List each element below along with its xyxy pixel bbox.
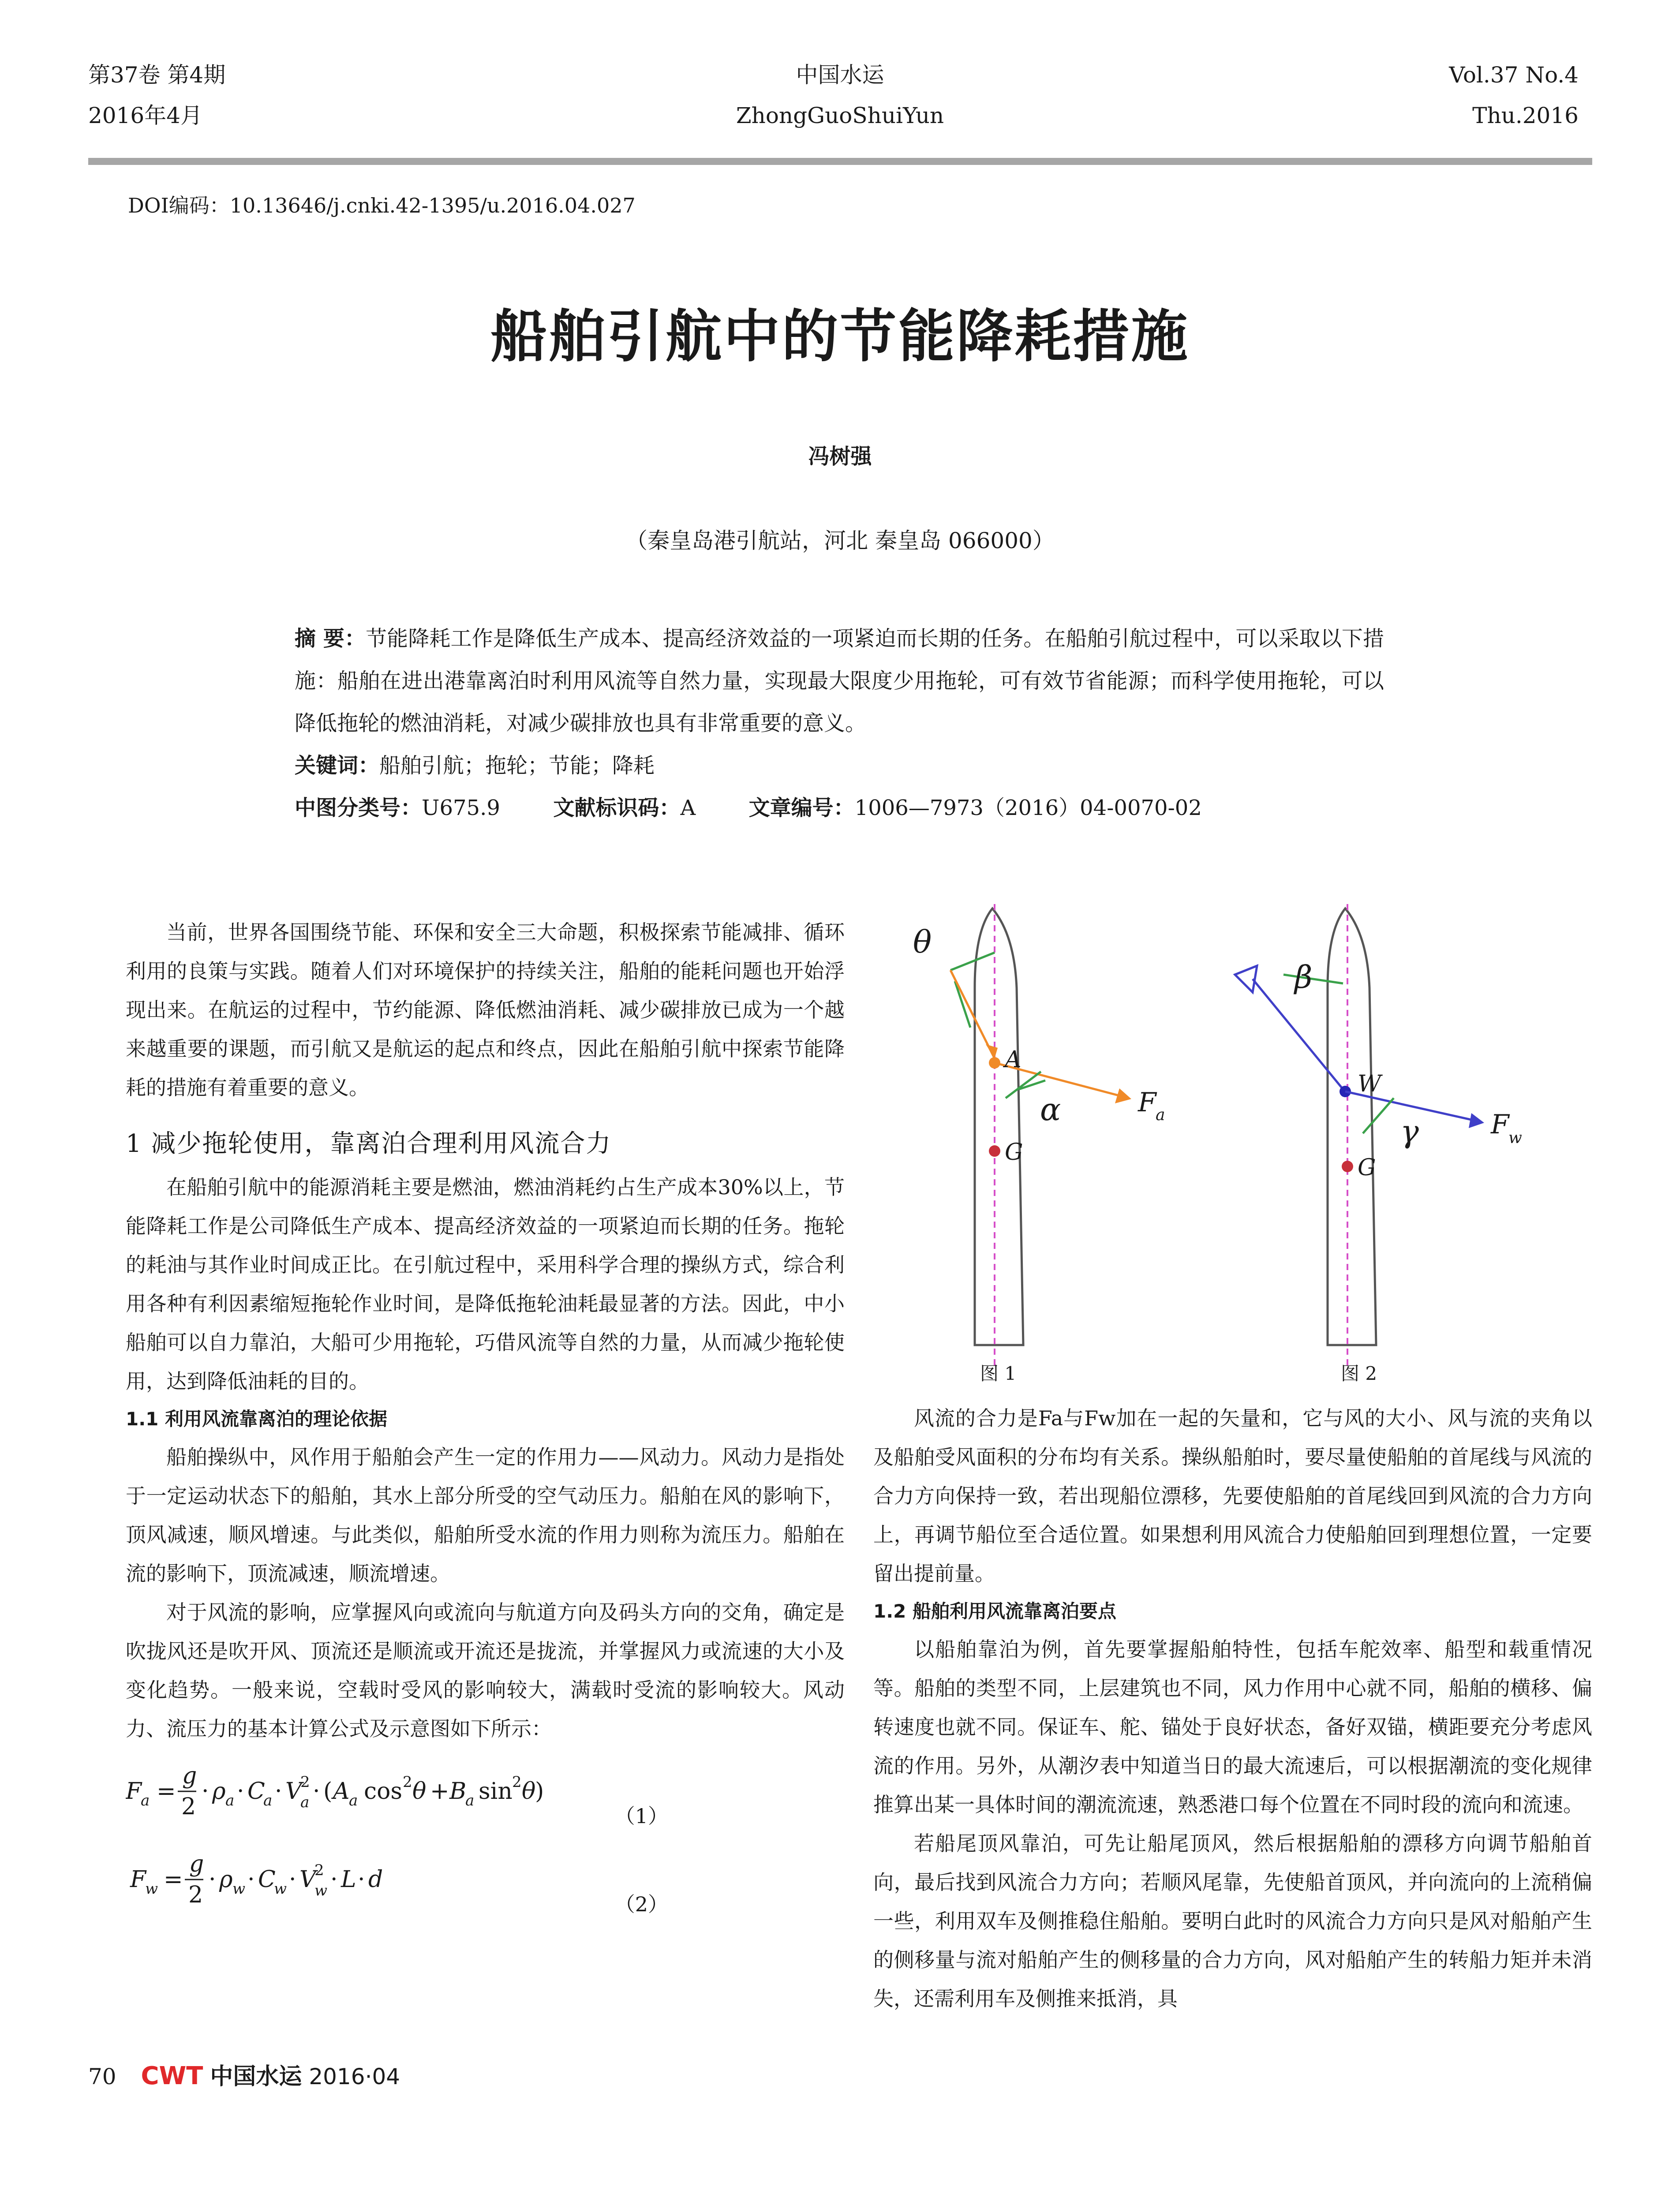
formula-1-expression: [126, 1761, 633, 1839]
header-journal-cn: 中国水运: [796, 62, 884, 88]
label-theta: θ: [913, 924, 932, 960]
svg-text:L: L: [341, 1866, 356, 1893]
svg-text:a: a: [225, 1792, 235, 1809]
svg-text:a: a: [465, 1792, 475, 1809]
header-journal-pinyin: ZhongGuoShuiYun: [736, 103, 944, 128]
abstract-text: 节能降耗工作是降低生产成本、提高经济效益的一项紧迫而长期的任务。在船舶引航过程中，可以采取以下措施：船舶在进出港靠离泊时利用风流等自然力量，实现最大限度少用拖轮，可有效节省能源；而科学使用拖轮，可以降低拖轮的燃油消耗，对减少碳排放也具有非常重要的意义。: [295, 626, 1384, 736]
svg-text:·: ·: [289, 1866, 296, 1893]
svg-text:2: 2: [188, 1882, 203, 1908]
svg-text:·: ·: [275, 1778, 282, 1805]
formula-2: [126, 1836, 845, 1925]
svg-text:·: ·: [313, 1778, 320, 1805]
page-title: 船舶引航中的节能降耗措施: [490, 304, 1190, 370]
keywords-text: 船舶引航；拖轮；节能；降耗: [379, 753, 655, 778]
label-fa: F: [1138, 1087, 1156, 1118]
svg-text:C: C: [258, 1866, 276, 1893]
svg-text:B: B: [449, 1778, 467, 1805]
svg-text:=: =: [164, 1866, 183, 1893]
article-number-value: 1006—7973（2016）04-0070-02: [854, 796, 1202, 820]
formula-1: [126, 1748, 845, 1836]
svg-text:a: a: [349, 1792, 358, 1809]
section-1-1-heading: 1.1 利用风流靠离泊的理论依据: [126, 1408, 388, 1430]
abstract: [295, 617, 1384, 744]
page-number: 70: [88, 2064, 116, 2089]
label-alpha: α: [1040, 1091, 1061, 1128]
keywords: [295, 744, 1384, 787]
angle-mark-theta: [950, 953, 995, 970]
svg-text:w: w: [232, 1880, 246, 1898]
svg-text:a: a: [300, 1794, 310, 1811]
author: 冯树强: [808, 444, 872, 469]
clc-value: U675.9: [422, 796, 500, 820]
point-g-2: [1342, 1161, 1353, 1172]
svg-text:sin: sin: [479, 1778, 513, 1805]
right-paragraph-3: 若船尾顶风靠泊，可先让船尾顶风，然后根据船舶的漂移方向调节船舶首向，最后找到风流合力方向；若顺风尾靠，先使船首顶风，并向流向的上流稍偏一些，利用双车及侧推稳住船舶。要明白此时的风流合力方向只是风对船舶产生的侧移量与流对船舶产生的侧移量的合力方向，风对船舶产生的转船力矩并未消失，还需利用车及侧推来抵消，具: [873, 1831, 1592, 2011]
brand-logo: CWT: [141, 2062, 203, 2090]
figures-diagram: [873, 904, 1597, 1402]
svg-text:w: w: [274, 1880, 287, 1898]
doc-code-label: 文献标识码：: [553, 796, 681, 820]
svg-text:·: ·: [330, 1866, 338, 1893]
svg-text:2: 2: [512, 1773, 522, 1791]
header-date: 2016年4月: [88, 103, 203, 128]
right-paragraph-2: 以船舶靠泊为例，首先要掌握船舶特性，包括车舵效率、船型和载重情况等。船舶的类型不同，上层建筑也不同，风力作用中心就不同，船舶的横移、偏转速度也就不同。保证车、舵、锚处于良好状态，备好双锚，横距要充分考虑风流的作用。另外，从潮汐表中知道当日的最大流速后，可以根据潮流的变化规律推算出某一具体时间的潮流流速，熟悉港口每个位置在不同时段的流向和流速。: [873, 1637, 1592, 1816]
svg-text:w: w: [145, 1880, 158, 1898]
label-beta: β: [1295, 959, 1313, 995]
header-volume-en: Vol.37 No.4: [1449, 62, 1579, 88]
svg-text:2: 2: [181, 1794, 196, 1820]
svg-text:F: F: [126, 1778, 142, 1805]
doc-code-value: A: [680, 796, 696, 820]
svg-text:): ): [535, 1778, 544, 1805]
formula-2-svg: [126, 1850, 434, 1916]
svg-text:·: ·: [209, 1866, 216, 1893]
label-gamma: γ: [1400, 1114, 1419, 1150]
label-fw-sub: w: [1508, 1129, 1522, 1147]
affiliation: （秦皇岛港引航站，河北 秦皇岛 066000）: [625, 528, 1055, 553]
svg-text:V: V: [299, 1866, 316, 1893]
figure-2: [1235, 904, 1522, 1367]
svg-text:ρ: ρ: [212, 1778, 226, 1805]
svg-text:A: A: [333, 1778, 350, 1805]
label-fw: F: [1491, 1109, 1509, 1140]
formula-2-expression: [126, 1850, 434, 1928]
svg-text:ρ: ρ: [219, 1866, 233, 1893]
clc-label: 中图分类号：: [295, 796, 422, 820]
svg-text:w: w: [314, 1882, 328, 1899]
right-column: [873, 1399, 1592, 2018]
footer-journal: 中国水运: [210, 2063, 302, 2090]
intro-paragraph: 当前，世界各国围绕节能、环保和安全三大命题，积极探索节能减排、循环利用的良策与实践。随着人们对环境保护的持续关注，船舶的能耗问题也开始浮现出来。在航运的过程中，节约能源、降低燃油消耗、减少碳排放已成为一个越来越重要的课题，而引航又是航运的起点和终点，因此在船舶引航中探索节能降耗的措施有着重要的意义。: [126, 920, 845, 1099]
svg-text:F: F: [130, 1866, 146, 1893]
classification-line: [295, 787, 1384, 829]
angle-mark-gamma: [1363, 1098, 1394, 1133]
figure-1: [913, 904, 1165, 1367]
doi: DOI编码：10.13646/j.cnki.42-1395/u.2016.04.027: [128, 194, 636, 217]
current-vector-in: [1253, 979, 1343, 1089]
svg-text:·: ·: [237, 1778, 244, 1805]
svg-text:g: g: [189, 1851, 204, 1877]
svg-text:d: d: [368, 1866, 383, 1893]
label-g-2: G: [1358, 1155, 1376, 1181]
wind-arrowhead-in: [986, 1044, 998, 1058]
svg-text:2: 2: [314, 1861, 324, 1879]
svg-text:C: C: [247, 1778, 265, 1805]
right-paragraph-1: 风流的合力是Fa与Fw加在一起的矢量和，它与风的大小、风与流的夹角以及船舶受风面积的分布均有关系。操纵船舶时，要尽量使船舶的首尾线与风流的合力方向保持一致，若出现船位漂移，先要使船舶的首尾线回到风流的合力方向上，再调节船位至合适位置。如果想利用风流合力使船舶回到理想位置，一定要留出提前量。: [873, 1406, 1592, 1585]
footer-issue: 2016·04: [309, 2064, 400, 2089]
svg-text:θ: θ: [412, 1778, 427, 1805]
section-1-paragraph: 在船舶引航中的能源消耗主要是燃油，燃油消耗约占生产成本30%以上，节能降耗工作是公司降低生产成本、提高经济效益的一项紧迫而长期的任务。拖轮的耗油与其作业时间成正比。在引航过程中，采用科学合理的操纵方式，综合利用各种有利因素缩短拖轮作业时间，是降低拖轮油耗最显著的方法。因此，中小船舶可以自力靠泊，大船可少用拖轮，巧借风流等自然的力量，从而减少拖轮使用，达到降低油耗的目的。: [126, 1175, 845, 1393]
figure-2-caption: 图 2: [1341, 1363, 1377, 1384]
abstract-block: [295, 617, 1384, 829]
svg-text:·: ·: [247, 1866, 255, 1893]
svg-text:(: (: [323, 1778, 333, 1805]
force-arrowhead-fw: [1469, 1113, 1484, 1128]
label-point-w: W: [1358, 1071, 1381, 1097]
section-1-1-paragraph-2: 对于风流的影响，应掌握风向或流向与航道方向及码头方向的交角，确定是吹拢风还是吹开风、顶流还是顺流或开流还是拢流，并掌握风力或流速的大小及变化趋势。一般来说，空载时受风的影响较大，满载时受流的影响较大。风动力、流压力的基本计算公式及示意图如下所示：: [126, 1600, 845, 1741]
svg-text:·: ·: [202, 1778, 209, 1805]
force-arrowhead-fa: [1115, 1088, 1131, 1103]
label-fa-sub: a: [1156, 1106, 1165, 1124]
formula-1-number: （1）: [614, 1804, 668, 1828]
figure-1-caption: 图 1: [980, 1363, 1017, 1384]
svg-text:=: =: [157, 1778, 176, 1805]
footer: [88, 2058, 400, 2091]
svg-text:θ: θ: [522, 1778, 536, 1805]
header-date-en: Thu.2016: [1472, 103, 1579, 128]
section-1-2-heading: 1.2 船舶利用风流靠离泊要点: [873, 1600, 1117, 1622]
svg-text:·: ·: [358, 1866, 365, 1893]
svg-text:2: 2: [403, 1773, 412, 1791]
label-point-a: A: [1005, 1046, 1021, 1073]
formula-1-svg: [126, 1761, 633, 1828]
point-g-1: [989, 1145, 1000, 1157]
svg-text:g: g: [182, 1763, 197, 1789]
svg-text:V: V: [285, 1778, 302, 1805]
svg-text:+: +: [430, 1778, 449, 1805]
angle-mark-alpha: [1006, 1072, 1041, 1098]
left-column: [126, 913, 845, 1925]
svg-text:cos: cos: [364, 1778, 403, 1805]
svg-text:a: a: [141, 1792, 150, 1809]
keywords-label: 关键词：: [295, 753, 380, 778]
header-volume: 第37卷 第4期: [88, 62, 226, 88]
label-g-1: G: [1005, 1139, 1023, 1166]
svg-text:a: a: [263, 1792, 273, 1809]
section-1-1-paragraph-1: 船舶操纵中，风作用于船舶会产生一定的作用力——风动力。风动力是指处于一定运动状态下的船舶，其水上部分所受的空气动压力。船舶在风的影响下，顶风减速，顺风增速。与此类似，船舶所受水流的作用力则称为流压力。船舶在流的影响下，顶流减速，顺流增速。: [126, 1445, 845, 1585]
header-rule: [88, 158, 1592, 165]
abstract-label: 摘 要：: [295, 626, 366, 651]
svg-text:2: 2: [300, 1773, 310, 1791]
article-number-label: 文章编号：: [748, 796, 855, 820]
section-1-heading: 1 减少拖轮使用，靠离泊合理利用风流合力: [126, 1129, 612, 1158]
ship-hull-1: [975, 908, 1023, 1345]
formula-2-number: （2）: [614, 1892, 668, 1916]
angle-mark-beta: [1283, 975, 1343, 983]
